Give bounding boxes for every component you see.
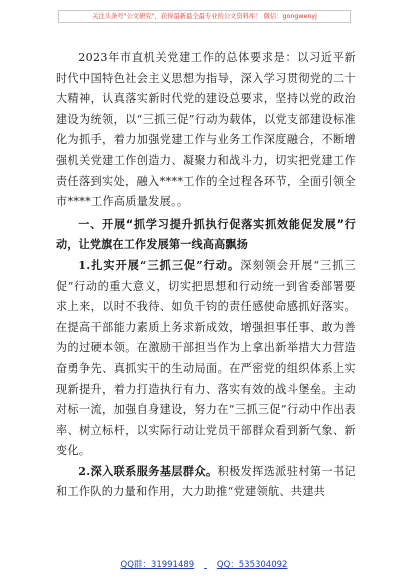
item-2-lead: 2.深入联系服务基层群众。 [78,464,218,478]
footer-qq-group[interactable]: QQ群：31991489 [120,560,195,570]
document-body [56,48,356,503]
intro-paragraph: 2023年市直机关党建工作的总体要求是：以习近平新时代中国特色社会主义思想为指导，深入学习贯彻党的二十大精神，认真落实新时代党的建设总要求，坚持以党的政治建设为统领，以“三抓三促”行动为载体，以党支部建设标准化为抓手，着力加强党建工作与业务工作深度融合，不断增强机关党建工作创造力、凝聚力和战斗力，切实把党建工作责任落到实处，融入****工作的全过程各环节，全面引领全市****工作高质量发展。。 [56,51,356,209]
item-1-lead: 1.扎实开展“三抓三促”行动。 [78,258,241,272]
item-1-paragraph [56,256,356,462]
footer-qq[interactable]: QQ：535304092 [216,560,288,570]
item-2-paragraph [56,462,356,503]
section-heading: 一、开展“抓学习提升抓执行促落实抓效能促发展”行动，让党旗在工作发展第一线高高飘扬 [56,217,356,252]
item-1-body: 深刻领会开展“三抓三促”行动的重大意义，切实把思想和行动统一到省委部署要求上来，以时不我待、如负千钧的责任感使命感抓好落实。在提高干部能力素质上务求新成效，增强担事任事、敢为善为的过硬本领。在激励干部担当作为上拿出新举措大力营造奋勇争先、真抓实干的生动局面。在严密党的组织体系上实现新提升，着力打造执行有力、落实有效的战斗堡垒。主动对标一流，加强自身建设，努力在“三抓三促”行动中作出表率、树立标杆，以实际行动让党员干部群众看到新气象、新变化。 [56,258,356,458]
item-2-body: 积极发挥选派驻村第一书记和工作队的力量和作用，大力助推“党建领航、共建共 [56,464,356,499]
promo-banner: 关注头条号"公文研究"，获得最新最全最专业的公文资料库！ 微信：gongwenyj [58,10,351,23]
footer-contact [0,558,408,570]
